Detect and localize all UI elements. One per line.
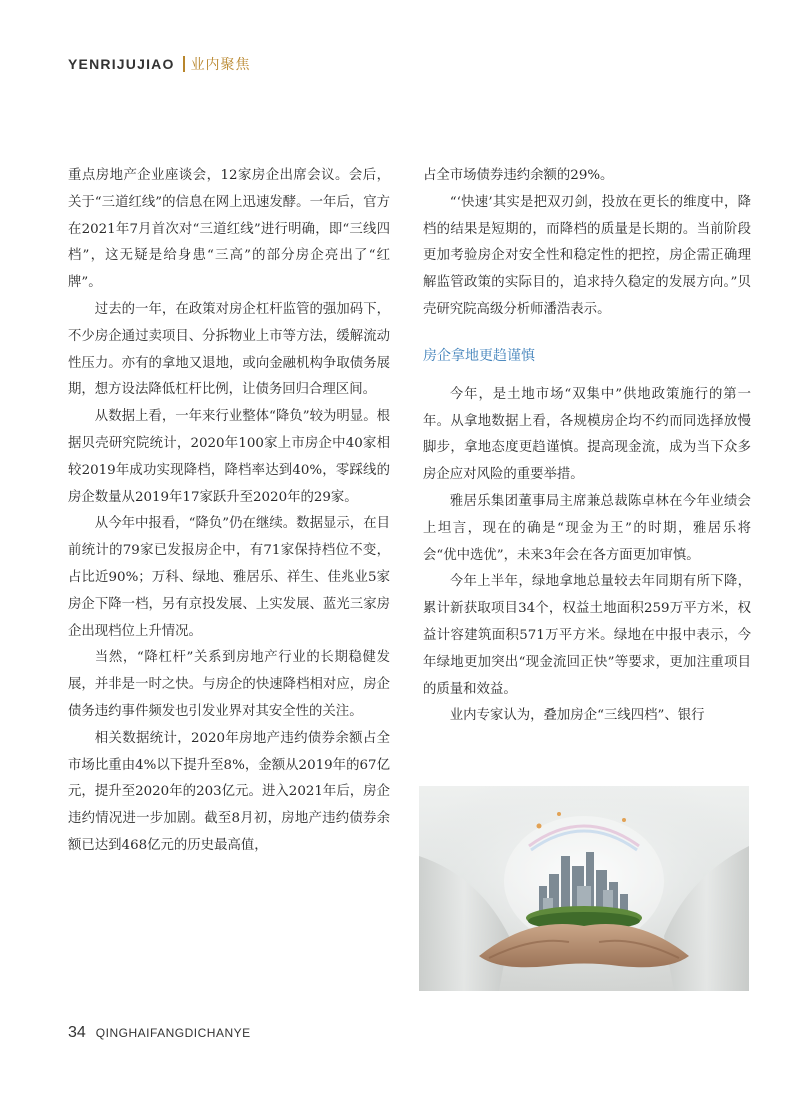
paragraph: 今年，是土地市场“双集中”供地政策施行的第一年。从拿地数据上看，各规模房企均不约而同选择放慢脚步，拿地态度更趋谨慎。提高现金流，成为当下众多房企应对风险的重要举措。	[423, 386, 751, 483]
paragraph: 从今年中报看，“降负”仍在继续。数据显示，在目前统计的79家已发报房企中，有71家保持档位不变，占比近90%；万科、绿地、雅居乐、祥生、佳兆业5家房企下降一档，另有京投发展、上实发展、蓝光三家房企出现档位上升情况。	[68, 516, 390, 639]
page-header	[68, 52, 251, 76]
paragraph: 业内专家认为，叠加房企“三线四档”、银行	[449, 708, 705, 724]
page-number: 34	[68, 1024, 86, 1041]
header-divider	[183, 56, 185, 72]
paragraph: 相关数据统计，2020年房地产违约债券余额占全市场比重由4%以下提升至8%，金额从2019年的67亿元，提升至2020年的203亿元。进入2021年后，房企违约情况进一步加剧。截至8月初，房地产违约债券余额已达到468亿元的历史最高值，	[68, 730, 390, 853]
paragraph: 今年上半年，绿地拿地总量较去年同期有所下降，累计新获取项目34个，权益土地面积259万平方米，权益计容建筑面积571万平方米。绿地在中报中表示，今年绿地更加突出“现金流回正快”等要求，更加注重项目的质量和效益。	[423, 574, 751, 697]
paragraph: “‘快速’其实是把双刃剑，投放在更长的维度中，降档的结果是短期的，而降档的质量是长期的。当前阶段更加考验房企对安全性和稳定性的把控，房企需正确理解监管政策的实际目的，追求持久稳定的发展方向。”贝壳研究院高级分析师潘浩表示。	[423, 194, 751, 317]
magazine-name: QINGHAIFANGDICHANYE	[95, 1026, 251, 1040]
paragraph: 当然，“降杠杆”关系到房地产行业的长期稳健发展，并非是一时之快。与房企的快速降档相对应，房企债务违约事件频发也引发业界对其安全性的关注。	[68, 650, 390, 719]
right-column	[423, 163, 751, 730]
paragraph: 过去的一年，在政策对房企杠杆监管的强加码下，不少房企通过卖项目、分拆物业上市等方法，缓解流动性压力。亦有的拿地又退地，或向金融机构争取债务展期，想方设法降低杠杆比例，让债务回归合理区间。	[68, 301, 390, 398]
page-footer	[68, 1020, 251, 1046]
paragraph: 重点房地产企业座谈会，12家房企出席会议。会后，关于“三道红线”的信息在网上迅速发酵。一年后，官方在2021年7月首次对“三道红线”进行明确，即“三线四档”，这无疑是给身患“三高”的部分房企亮出了“红牌”。	[68, 168, 390, 291]
paragraph: 占全市场债券违约余额的29%。	[423, 168, 614, 183]
left-column	[68, 163, 390, 860]
hands-holding-city-photo	[419, 786, 749, 991]
header-brand: YENRIJUJIAO	[68, 56, 175, 72]
section-subheading: 房企拿地更趋谨慎	[423, 346, 535, 363]
paragraph: 雅居乐集团董事局主席兼总裁陈卓林在今年业绩会上坦言，现在的确是“现金为王”的时期，雅居乐将会“优中选优”，未来3年会在各方面更加审慎。	[423, 493, 751, 563]
paragraph: 从数据上看，一年来行业整体“降负”较为明显。根据贝壳研究院统计，2020年100家上市房企中40家相较2019年成功实现降档，降档率达到40%，零踩线的房企数量从2019年17家跃升至2020年的29家。	[68, 409, 390, 505]
header-section: 业内聚焦	[190, 57, 251, 73]
